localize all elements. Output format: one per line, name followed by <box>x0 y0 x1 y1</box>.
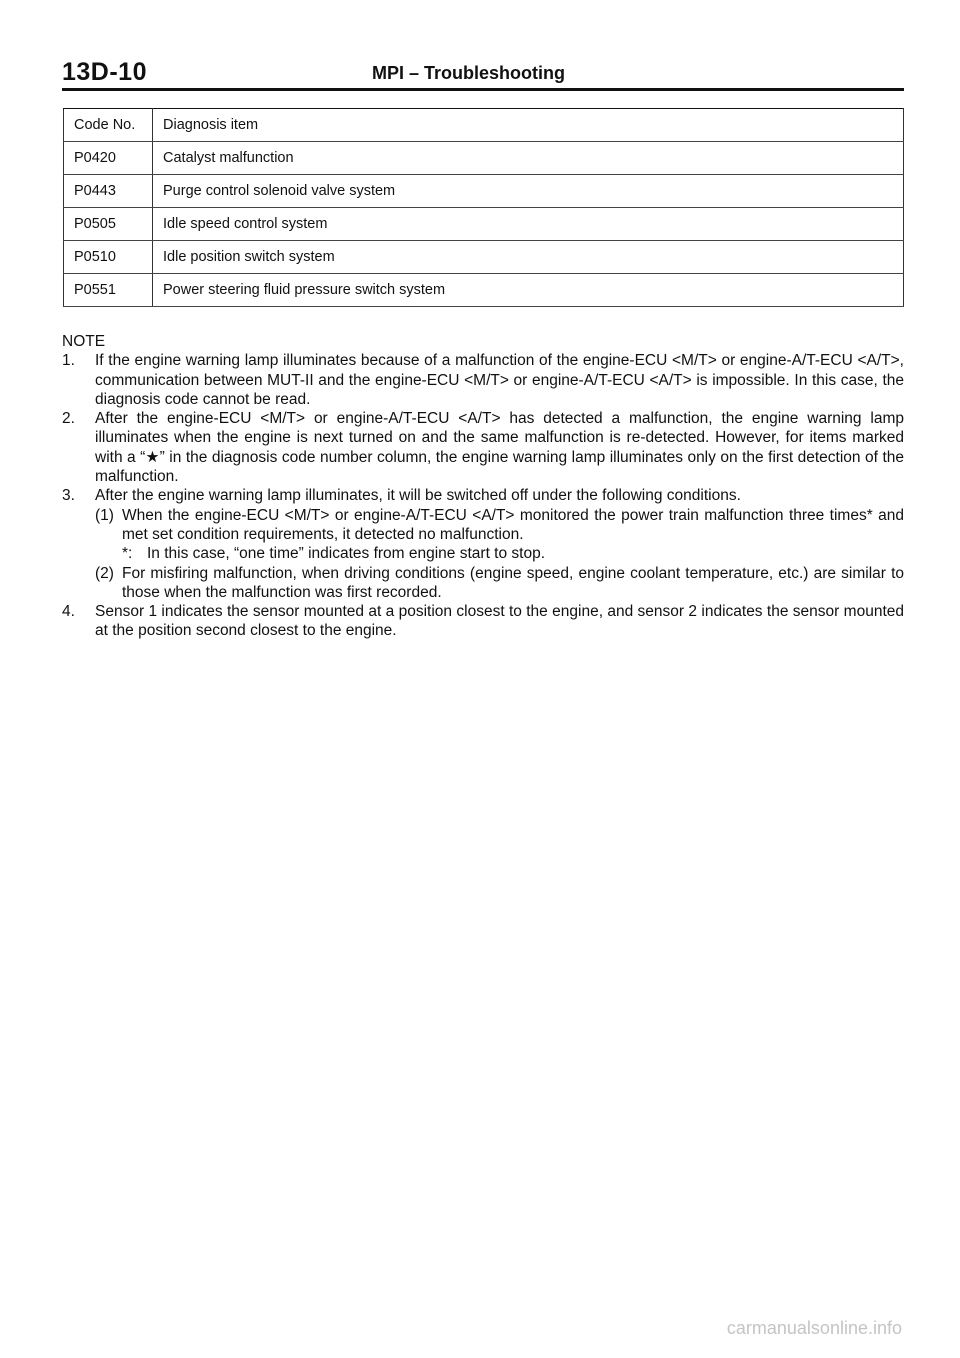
diagnosis-code-table <box>63 108 904 307</box>
note-footnote-mark: *: <box>122 545 133 563</box>
item-cell: Idle speed control system <box>153 208 904 241</box>
item-cell: Power steering fluid pressure switch system <box>153 274 904 307</box>
page-number: 13D-10 <box>62 58 147 86</box>
code-cell: P0510 <box>64 241 153 274</box>
table-row <box>64 274 904 307</box>
code-cell: P0505 <box>64 208 153 241</box>
note-footnote-text: In this case, “one time” indicates from engine start to stop. <box>147 545 546 563</box>
note-item <box>62 409 904 486</box>
note-item-text: After the engine warning lamp illuminates, it will be switched off under the following conditions. <box>95 487 741 505</box>
note-title: NOTE <box>62 333 106 350</box>
note-item-text: Sensor 1 indicates the sensor mounted at a position closest to the engine, and sensor 2 indicates the sensor mounted at the position second closest to the engine. <box>95 603 904 640</box>
watermark: carmanualsonline.info <box>726 1318 902 1338</box>
code-cell: P0420 <box>64 142 153 175</box>
note-sub-item <box>95 564 904 603</box>
column-header-code: Code No. <box>64 109 153 142</box>
note-item-number: 4. <box>62 603 75 621</box>
page-title: MPI – Troubleshooting <box>372 63 565 83</box>
note-sub-item-number: (1) <box>95 506 114 524</box>
item-cell: Idle position switch system <box>153 241 904 274</box>
note-footnote <box>95 544 904 563</box>
item-cell: Purge control solenoid valve system <box>153 175 904 208</box>
note-item-number: 3. <box>62 487 75 505</box>
note-item-text: If the engine warning lamp illuminates because of a malfunction of the engine-ECU <M/T> or engine-A/T-ECU <A/T>, communication between MUT-II and the engine-ECU <M/T> or engine-A/T-ECU <A/T> is impossible. In this case, the diagnosis code cannot be read. <box>95 352 904 408</box>
column-header-item: Diagnosis item <box>153 109 904 142</box>
code-cell: P0443 <box>64 175 153 208</box>
note-sub-item-text: When the engine-ECU <M/T> or engine-A/T-ECU <A/T> monitored the power train malfunction three times* and met set condition requirements, it detected no malfunction. <box>122 506 904 543</box>
note-item-number: 2. <box>62 410 75 428</box>
note-sub-item-text: For misfiring malfunction, when driving conditions (engine speed, engine coolant temperature, etc.) are similar to those when the malfunction was first recorded. <box>122 564 904 601</box>
note-item <box>62 351 904 409</box>
table-row <box>64 142 904 175</box>
note-item <box>62 602 904 641</box>
item-cell: Catalyst malfunction <box>153 142 904 175</box>
note-section <box>62 332 904 641</box>
table-row <box>64 241 904 274</box>
note-sub-item <box>95 506 904 545</box>
note-item-number: 1. <box>62 352 75 370</box>
table-row <box>64 208 904 241</box>
note-sub-item-number: (2) <box>95 564 114 582</box>
page-header <box>62 58 904 91</box>
table-header-row <box>64 109 904 142</box>
note-item-text: After the engine-ECU <M/T> or engine-A/T-ECU <A/T> has detected a malfunction, the engine warning lamp illuminates when the engine is next turned on and the same malfunction is re-detected. However, for items marked with a “★” in the diagnosis code number column, the engine warning lamp illuminates only on the first detection of the malfunction. <box>95 410 904 486</box>
note-item <box>62 486 904 602</box>
code-cell: P0551 <box>64 274 153 307</box>
table-row <box>64 175 904 208</box>
